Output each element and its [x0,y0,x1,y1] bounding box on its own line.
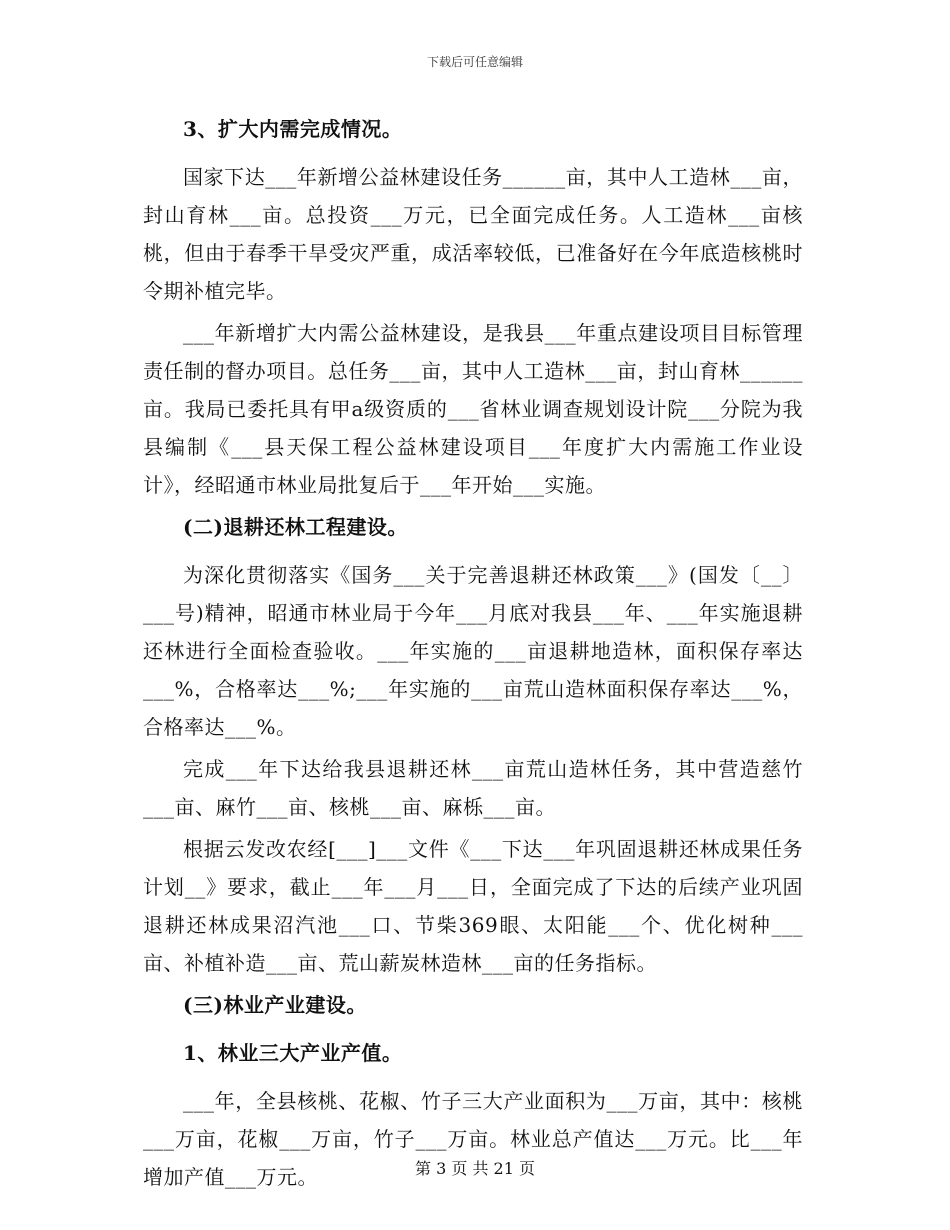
paragraph-inspection: 为深化贯彻落实《国务___关于完善退耕还林政策___》(国发〔__〕___号)精神，昭通市林业局于今年___月底对我县___年、___年实施退耕还林进行全面检查验收。___年实施的___亩退耕地造林，面积保存率达___%，合格率达___%;___年实施的___亩荒山造林面积保存率达___%，合格率达___%。 [143,563,803,739]
document-body [143,110,803,1200]
page-footer: 第 3 页 共 21 页 [415,1159,535,1178]
paragraph-output-value: ___年，全县核桃、花椒、竹子三大产业面积为___万亩，其中：核桃___万亩，花椒___万亩，竹子___万亩。林业总产值达___万元。比___年增加产值___万元。 [143,1089,803,1189]
paragraph-consolidation: 根据云发改农经[___]___文件《___下达___年巩固退耕还林成果任务计划__》要求，截止___年___月___日，全面完成了下达的后续产业巩固退耕还林成果沼汽池___口、节柴369眼、太阳能___个、优化树种___亩、补植补造___亩、荒山薪炭林造林___亩的任务指标。 [143,837,803,975]
section-heading-industry-output: 1、林业三大产业产值。 [183,1041,403,1065]
paragraph-new-public-forest: ___年新增扩大内需公益林建设，是我县___年重点建设项目目标管理责任制的督办项目。总任务___亩，其中人工造林___亩，封山育林______亩。我局已委托具有甲a级资质的___省林业调查规划设计院___分院为我县编制《___县天保工程公益林建设项目___年度扩大内需施工作业设计》，经昭通市林业局批复后于___年开始___实施。 [143,321,803,497]
section-heading-forestry-industry: (三)林业产业建设。 [183,993,367,1017]
page-header: 下载后可任意编辑 [426,55,523,69]
section-heading-returning-farmland: (二)退耕还林工程建设。 [183,515,408,539]
paragraph-completion: 完成___年下达给我县退耕还林___亩荒山造林任务，其中营造慈竹___亩、麻竹___亩、核桃___亩、麻栎___亩。 [143,757,803,819]
section-heading-expand-demand: 3、扩大内需完成情况。 [183,117,403,141]
paragraph-national-task: 国家下达___年新增公益林建设任务______亩，其中人工造林___亩，封山育林___亩。总投资___万元，已全面完成任务。人工造林___亩核桃，但由于春季干旱受灾严重，成活率较低，已准备好在今年底造核桃时令期补植完毕。 [143,165,803,303]
